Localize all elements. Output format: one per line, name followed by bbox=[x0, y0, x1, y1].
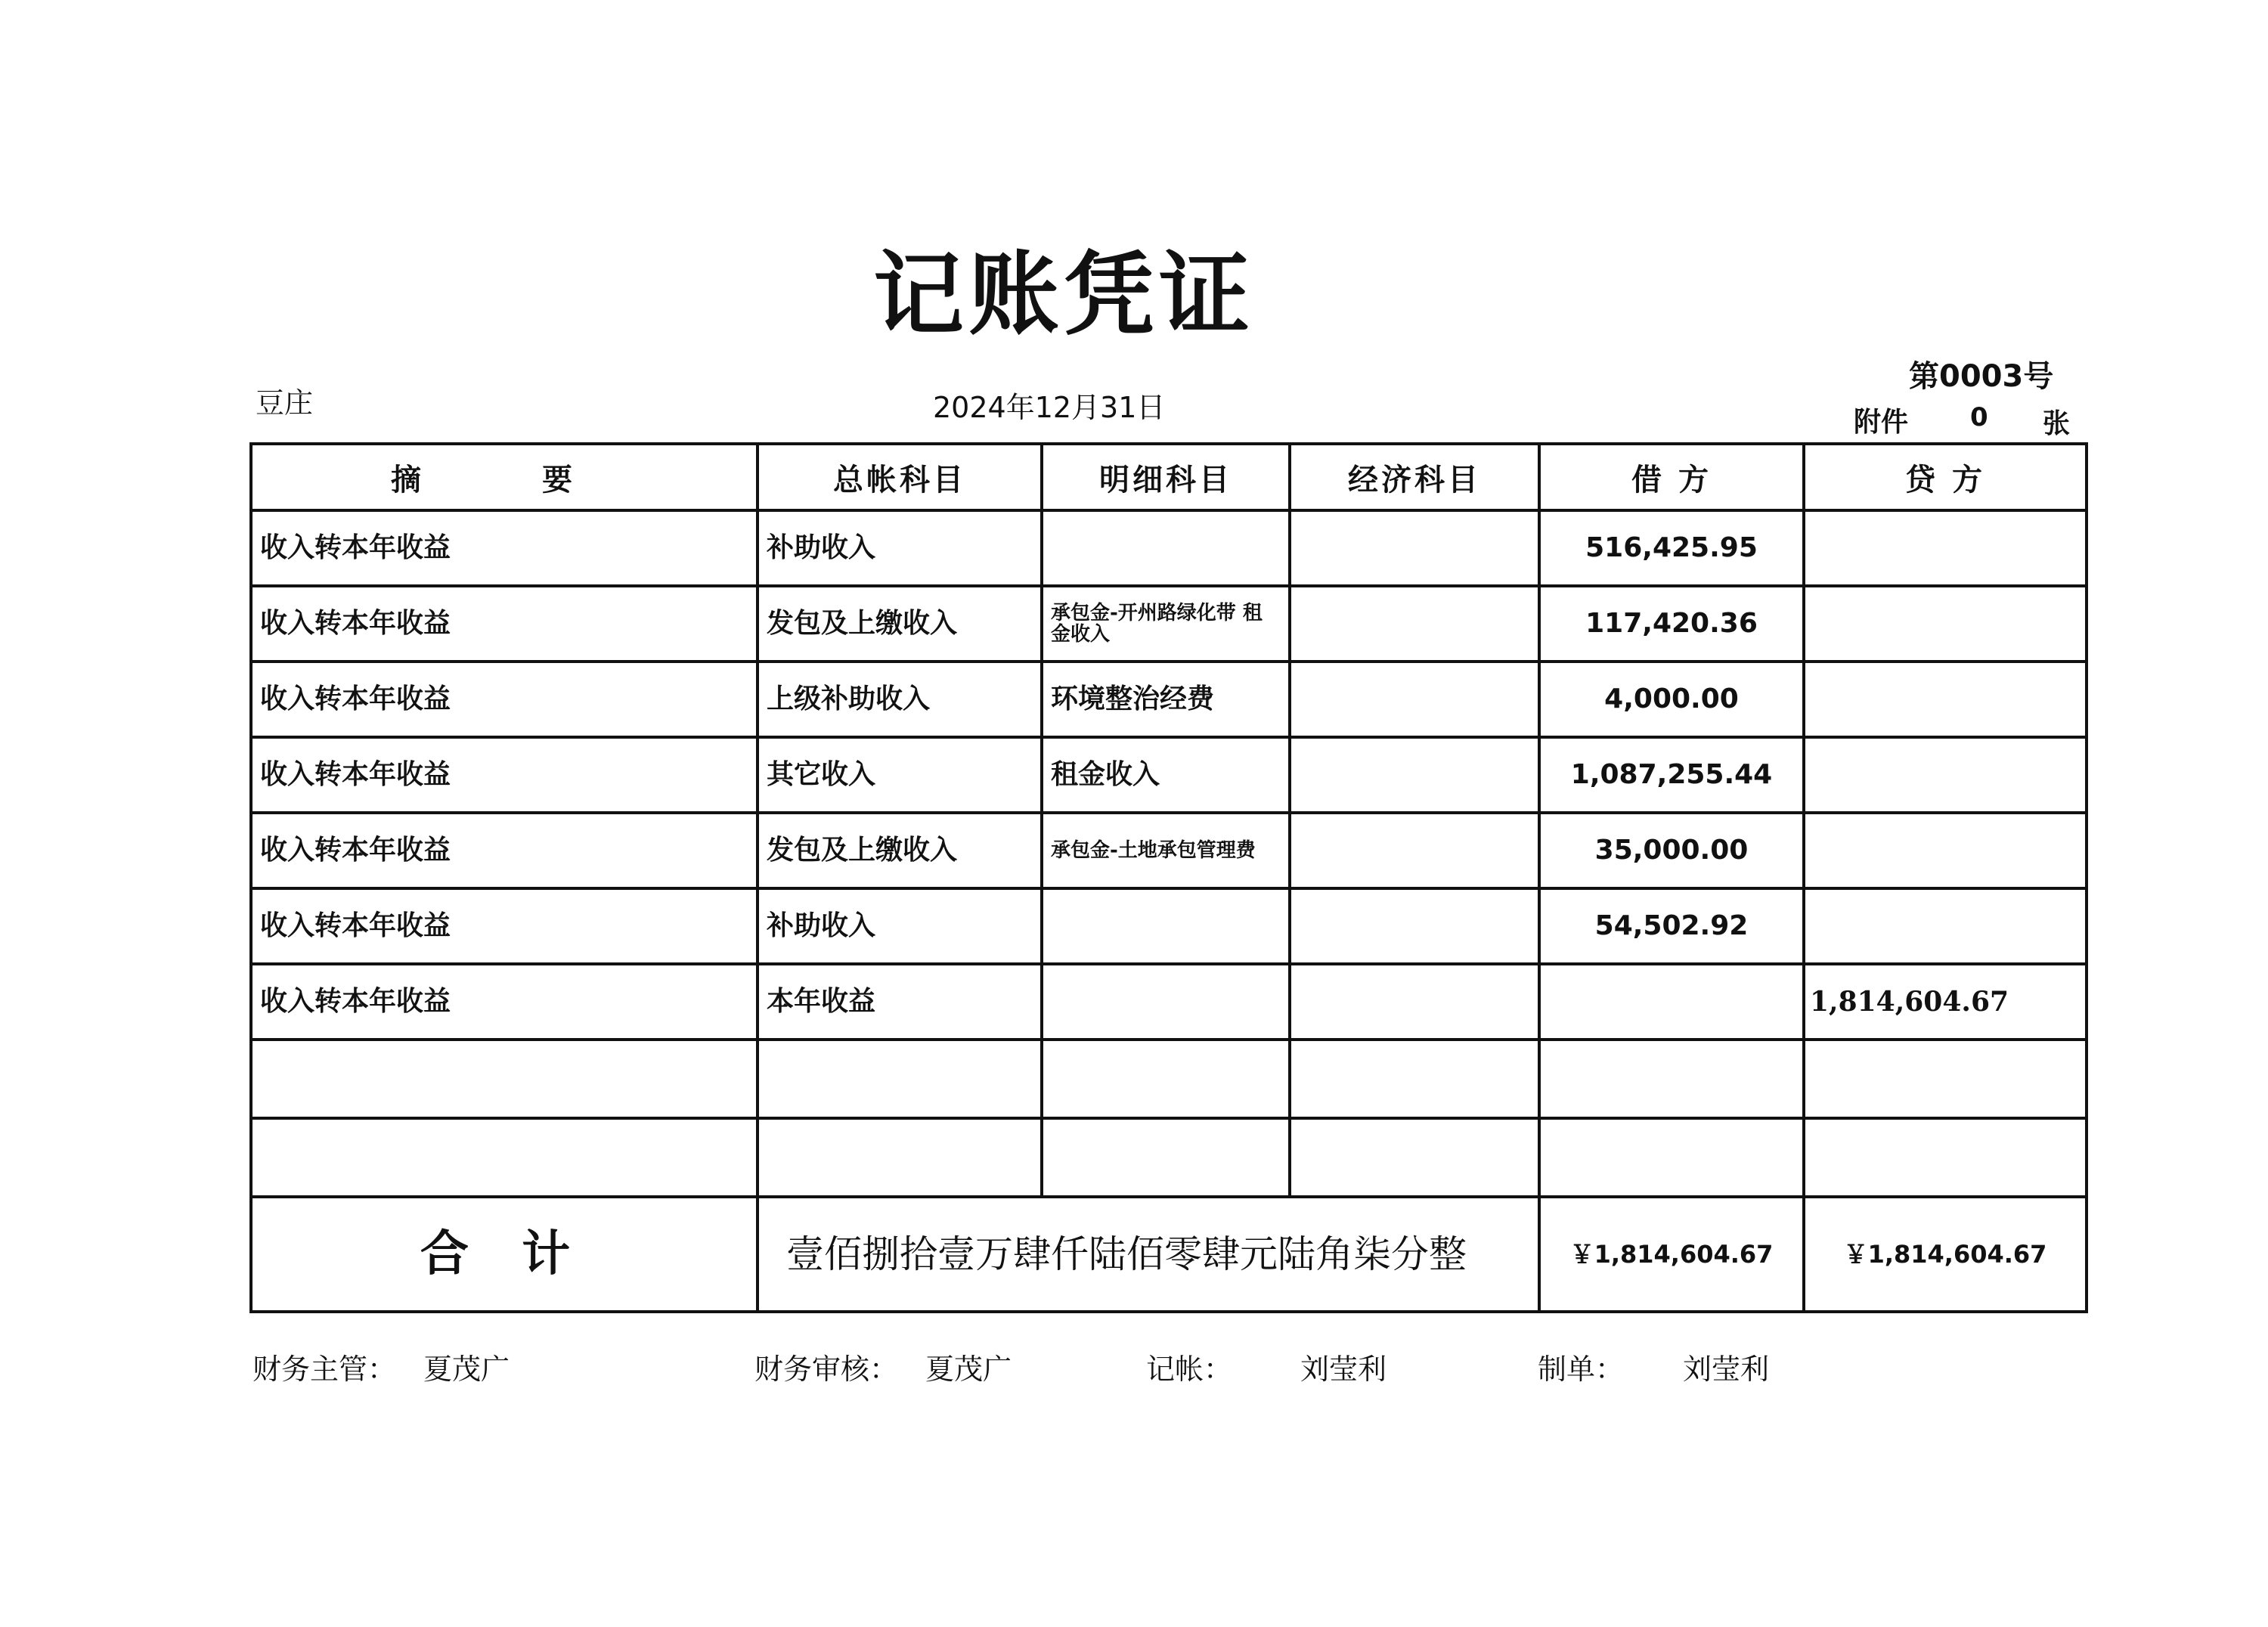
row-general-account: 本年收益 bbox=[758, 964, 1042, 1040]
attachments-count: 0 bbox=[1970, 402, 1988, 432]
row-economic-account bbox=[1290, 662, 1539, 737]
row-economic-account bbox=[1290, 888, 1539, 964]
row-general-account bbox=[758, 1118, 1042, 1197]
row-detail-account: 承包金-土地承包管理费 bbox=[1042, 813, 1290, 888]
attachments-unit: 张 bbox=[2043, 408, 2071, 439]
header-detail-account: 明细科目 bbox=[1042, 444, 1290, 510]
row-credit bbox=[1804, 1118, 2087, 1197]
row-general-account: 其它收入 bbox=[758, 737, 1042, 813]
row-economic-account bbox=[1290, 1040, 1539, 1118]
row-debit: 35,000.00 bbox=[1539, 813, 1804, 888]
voucher-date: 2024年12月31日 bbox=[933, 391, 1166, 424]
row-detail-account bbox=[1042, 1040, 1290, 1118]
row-detail-account bbox=[1042, 1118, 1290, 1197]
bookkeeper-label: 记帐： bbox=[1146, 1353, 1233, 1386]
row-summary: 收入转本年收益 bbox=[251, 662, 758, 737]
row-debit: 54,502.92 bbox=[1539, 888, 1804, 964]
auditor-name: 夏茂广 bbox=[925, 1353, 1012, 1386]
row-economic-account bbox=[1290, 964, 1539, 1040]
table-row bbox=[251, 737, 2087, 813]
row-detail-account: 环境整治经费 bbox=[1042, 662, 1290, 737]
row-economic-account bbox=[1290, 510, 1539, 586]
table-row bbox=[251, 888, 2087, 964]
row-summary bbox=[251, 1118, 758, 1197]
row-credit bbox=[1804, 888, 2087, 964]
header-general-account: 总帐科目 bbox=[758, 444, 1042, 510]
row-credit: 1,814,604.67 bbox=[1804, 964, 2087, 1040]
bookkeeper-name: 刘莹利 bbox=[1300, 1353, 1387, 1386]
preparer-label: 制单： bbox=[1538, 1353, 1625, 1386]
row-credit bbox=[1804, 737, 2087, 813]
row-debit: 516,425.95 bbox=[1539, 510, 1804, 586]
table-row bbox=[251, 1118, 2087, 1197]
unit-name: 豆庄 bbox=[256, 386, 314, 420]
row-debit: 1,087,255.44 bbox=[1539, 737, 1804, 813]
row-credit bbox=[1804, 510, 2087, 586]
supervisor-label: 财务主管： bbox=[253, 1353, 397, 1386]
row-summary: 收入转本年收益 bbox=[251, 510, 758, 586]
table-row bbox=[251, 1040, 2087, 1118]
header-row bbox=[251, 444, 2087, 510]
row-general-account: 补助收入 bbox=[758, 510, 1042, 586]
header-credit: 贷 方 bbox=[1804, 444, 2087, 510]
voucher-table bbox=[249, 442, 2088, 1313]
row-general-account: 发包及上缴收入 bbox=[758, 586, 1042, 662]
row-detail-account bbox=[1042, 964, 1290, 1040]
table-row bbox=[251, 662, 2087, 737]
row-economic-account bbox=[1290, 813, 1539, 888]
supervisor-name: 夏茂广 bbox=[423, 1353, 510, 1386]
row-debit bbox=[1539, 964, 1804, 1040]
row-general-account: 发包及上缴收入 bbox=[758, 813, 1042, 888]
row-credit bbox=[1804, 662, 2087, 737]
table-row bbox=[251, 586, 2087, 662]
attachments-label: 附件 bbox=[1854, 407, 1909, 438]
header-debit: 借 方 bbox=[1539, 444, 1804, 510]
row-summary: 收入转本年收益 bbox=[251, 964, 758, 1040]
preparer-name: 刘莹利 bbox=[1683, 1353, 1770, 1386]
auditor-label: 财务审核： bbox=[754, 1353, 899, 1386]
row-summary: 收入转本年收益 bbox=[251, 737, 758, 813]
row-summary bbox=[251, 1040, 758, 1118]
voucher-number: 第0003号 bbox=[1909, 359, 2054, 394]
row-detail-account: 租金收入 bbox=[1042, 737, 1290, 813]
row-economic-account bbox=[1290, 737, 1539, 813]
header-economic-account: 经济科目 bbox=[1290, 444, 1539, 510]
row-detail-account bbox=[1042, 888, 1290, 964]
row-credit bbox=[1804, 813, 2087, 888]
row-detail-account: 承包金-开州路绿化带 租金收入 bbox=[1042, 586, 1290, 662]
row-debit bbox=[1539, 1118, 1804, 1197]
total-label: 合 计 bbox=[251, 1197, 758, 1312]
row-summary: 收入转本年收益 bbox=[251, 888, 758, 964]
row-debit: 117,420.36 bbox=[1539, 586, 1804, 662]
row-credit bbox=[1804, 586, 2087, 662]
header-summary: 摘 要 bbox=[251, 444, 758, 510]
voucher-title: 记账凭证 bbox=[873, 241, 1254, 348]
row-general-account bbox=[758, 1040, 1042, 1118]
table-row bbox=[251, 964, 2087, 1040]
row-summary: 收入转本年收益 bbox=[251, 813, 758, 888]
table-row bbox=[251, 813, 2087, 888]
row-debit bbox=[1539, 1040, 1804, 1118]
total-amount-in-words: 壹佰捌拾壹万肆仟陆佰零肆元陆角柒分整 bbox=[758, 1197, 1539, 1312]
row-economic-account bbox=[1290, 1118, 1539, 1197]
table-row bbox=[251, 510, 2087, 586]
row-detail-account bbox=[1042, 510, 1290, 586]
row-debit: 4,000.00 bbox=[1539, 662, 1804, 737]
total-row bbox=[251, 1197, 2087, 1312]
row-general-account: 补助收入 bbox=[758, 888, 1042, 964]
total-debit: ￥1,814,604.67 bbox=[1539, 1197, 1804, 1312]
row-summary: 收入转本年收益 bbox=[251, 586, 758, 662]
row-economic-account bbox=[1290, 586, 1539, 662]
row-general-account: 上级补助收入 bbox=[758, 662, 1042, 737]
total-credit: ￥1,814,604.67 bbox=[1804, 1197, 2087, 1312]
row-credit bbox=[1804, 1040, 2087, 1118]
